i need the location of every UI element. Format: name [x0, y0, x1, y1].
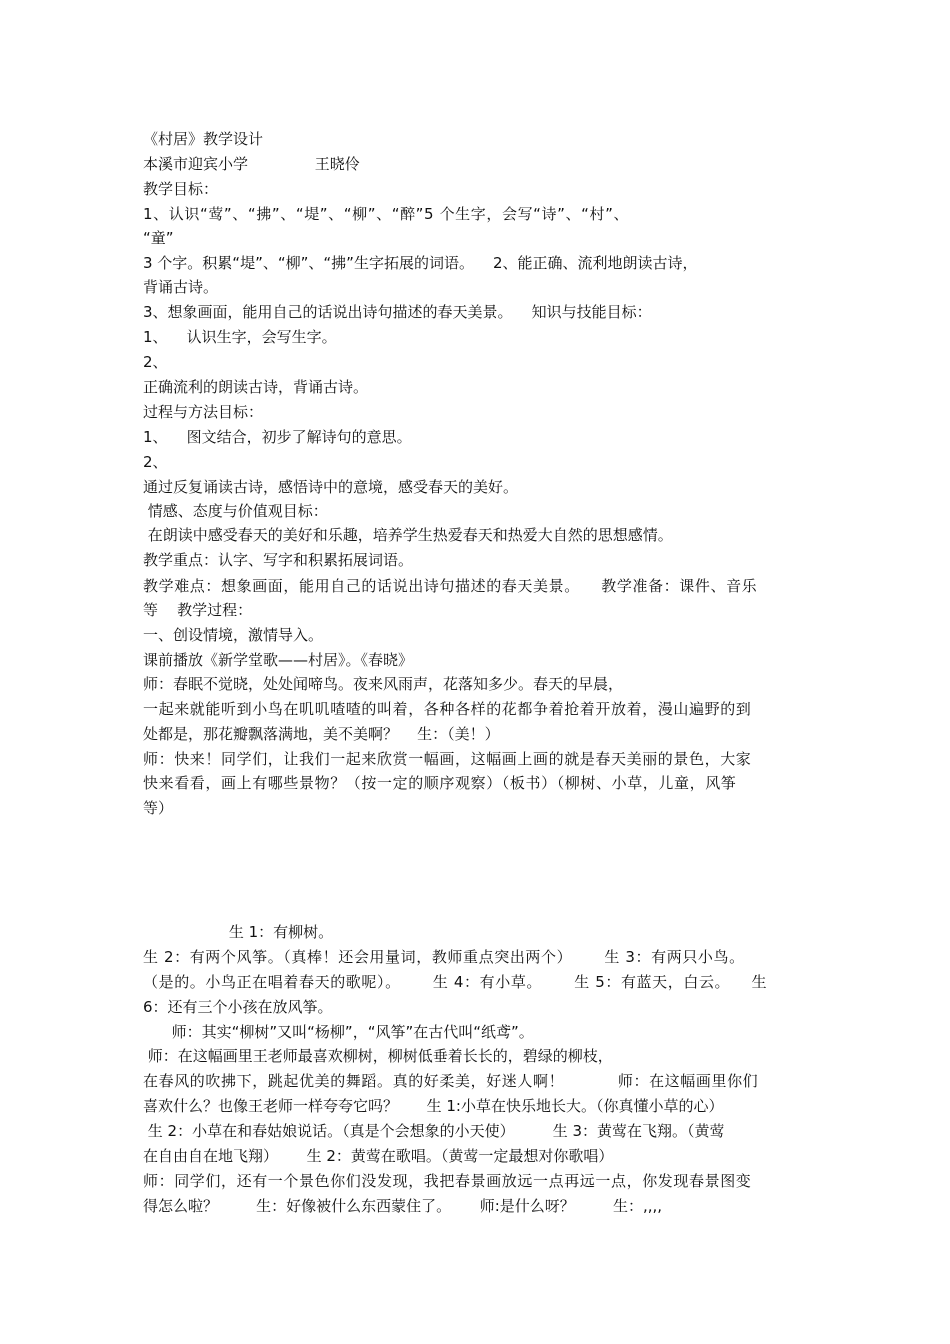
text-line: 等 教学过程：	[143, 601, 253, 619]
text-line: “童”	[143, 229, 174, 247]
text-line: 教学目标：	[143, 180, 219, 198]
text-line: 师：在这幅画里王老师最喜欢柳树，柳树低垂着长长的，碧绿的柳枝，	[143, 1047, 613, 1065]
text-line: 一起来就能听到小鸟在叽叽喳喳的叫着，各种各样的花都争着抢着开放着，漫山遍野的到	[143, 700, 752, 718]
text-line: 教学难点：想象画面，能用自己的话说出诗句描述的春天美景。 教学准备：课件、音乐	[143, 577, 758, 595]
document-title: 《村居》教学设计	[143, 130, 264, 148]
text-line: 师：快来！同学们，让我们一起来欣赏一幅画，这幅画上画的就是春天美丽的景色，大家	[143, 750, 752, 768]
text-line: 师：其实“柳树”又叫“杨柳”，“风筝”在古代叫“纸鸢”。	[143, 1023, 534, 1041]
text-line: 处都是，那花瓣飘落满地，美不美啊？ 生：（美！）	[143, 725, 500, 743]
text-line: 得怎么啦？ 生：好像被什么东西蒙住了。 师:是什么呀？ 生：,,,,	[143, 1197, 663, 1215]
text-line: 生 1：有柳树。	[143, 923, 334, 941]
text-line: 正确流利的朗读古诗，背诵古诗。	[143, 378, 369, 396]
text-line: 通过反复诵读古诗，感悟诗中的意境，感受春天的美好。	[143, 478, 519, 496]
text-line: 1、 认识生字，会写生字。	[143, 328, 337, 346]
text-line: 师：同学们，还有一个景色你们没发现，我把春景画放远一点再远一点，你发现春景图变	[143, 1172, 752, 1190]
text-line: 生 2：有两个风筝。（真棒！还会用量词，教师重点突出两个） 生 3：有两只小鸟。	[143, 948, 745, 966]
text-line: 情感、态度与价值观目标：	[143, 502, 328, 520]
text-line: 6：还有三个小孩在放风筝。	[143, 998, 333, 1016]
text-line: 课前播放《新学堂歌——村居》。《春晓》	[143, 651, 414, 669]
text-line: 背诵古诗。	[143, 278, 219, 296]
text-line: 生 2：小草在和春姑娘说话。（真是个会想象的小天使） 生 3：黄莺在飞翔。（黄莺	[143, 1122, 725, 1140]
text-line: 在春风的吹拂下，跳起优美的舞蹈。真的好柔美，好迷人啊！ 师：在这幅画里你们	[143, 1072, 759, 1090]
text-line: 1、认识“莺”、“拂”、“堤”、“柳”、“醉”5 个生字，会写“诗”、“村”、	[143, 205, 630, 223]
text-line: 一、创设情境，激情导入。	[143, 626, 324, 644]
text-line: 3 个字。积累“堤”、“柳”、“拂”生字拓展的词语。 2、能正确、流利地朗读古诗，	[143, 254, 698, 272]
text-line: 2、	[143, 453, 168, 471]
text-line: 2、	[143, 353, 168, 371]
text-line: 过程与方法目标：	[143, 403, 264, 421]
author-line: 本溪市迎宾小学 王晓伶	[143, 155, 360, 173]
text-line: 快来看看，画上有哪些景物？（按一定的顺序观察）（板书）（柳树、小草，儿童，风筝	[143, 774, 737, 792]
text-line: 3、想象画面，能用自己的话说出诗句描述的春天美景。 知识与技能目标：	[143, 303, 652, 321]
text-line: （是的。小鸟正在唱着春天的歌呢）。 生 4：有小草。 生 5：有蓝天，白云。 生	[143, 973, 768, 991]
text-line: 等）	[143, 799, 174, 817]
text-line: 1、 图文结合，初步了解诗句的意思。	[143, 428, 412, 446]
text-line: 师：春眠不觉晓，处处闻啼鸟。夜来风雨声，花落知多少。春天的早晨，	[143, 675, 624, 693]
text-line: 喜欢什么？也像王老师一样夸夸它吗？ 生 1:小草在快乐地长大。（你真懂小草的心）	[143, 1097, 724, 1115]
text-line: 在自由自在地飞翔） 生 2：黄莺在歌唱。（黄莺一定最想对你歌唱）	[143, 1147, 614, 1165]
text-line: 在朗读中感受春天的美好和乐趣，培养学生热爱春天和热爱大自然的思想感情。	[143, 526, 673, 544]
text-line: 教学重点：认字、写字和积累拓展词语。	[143, 551, 414, 569]
